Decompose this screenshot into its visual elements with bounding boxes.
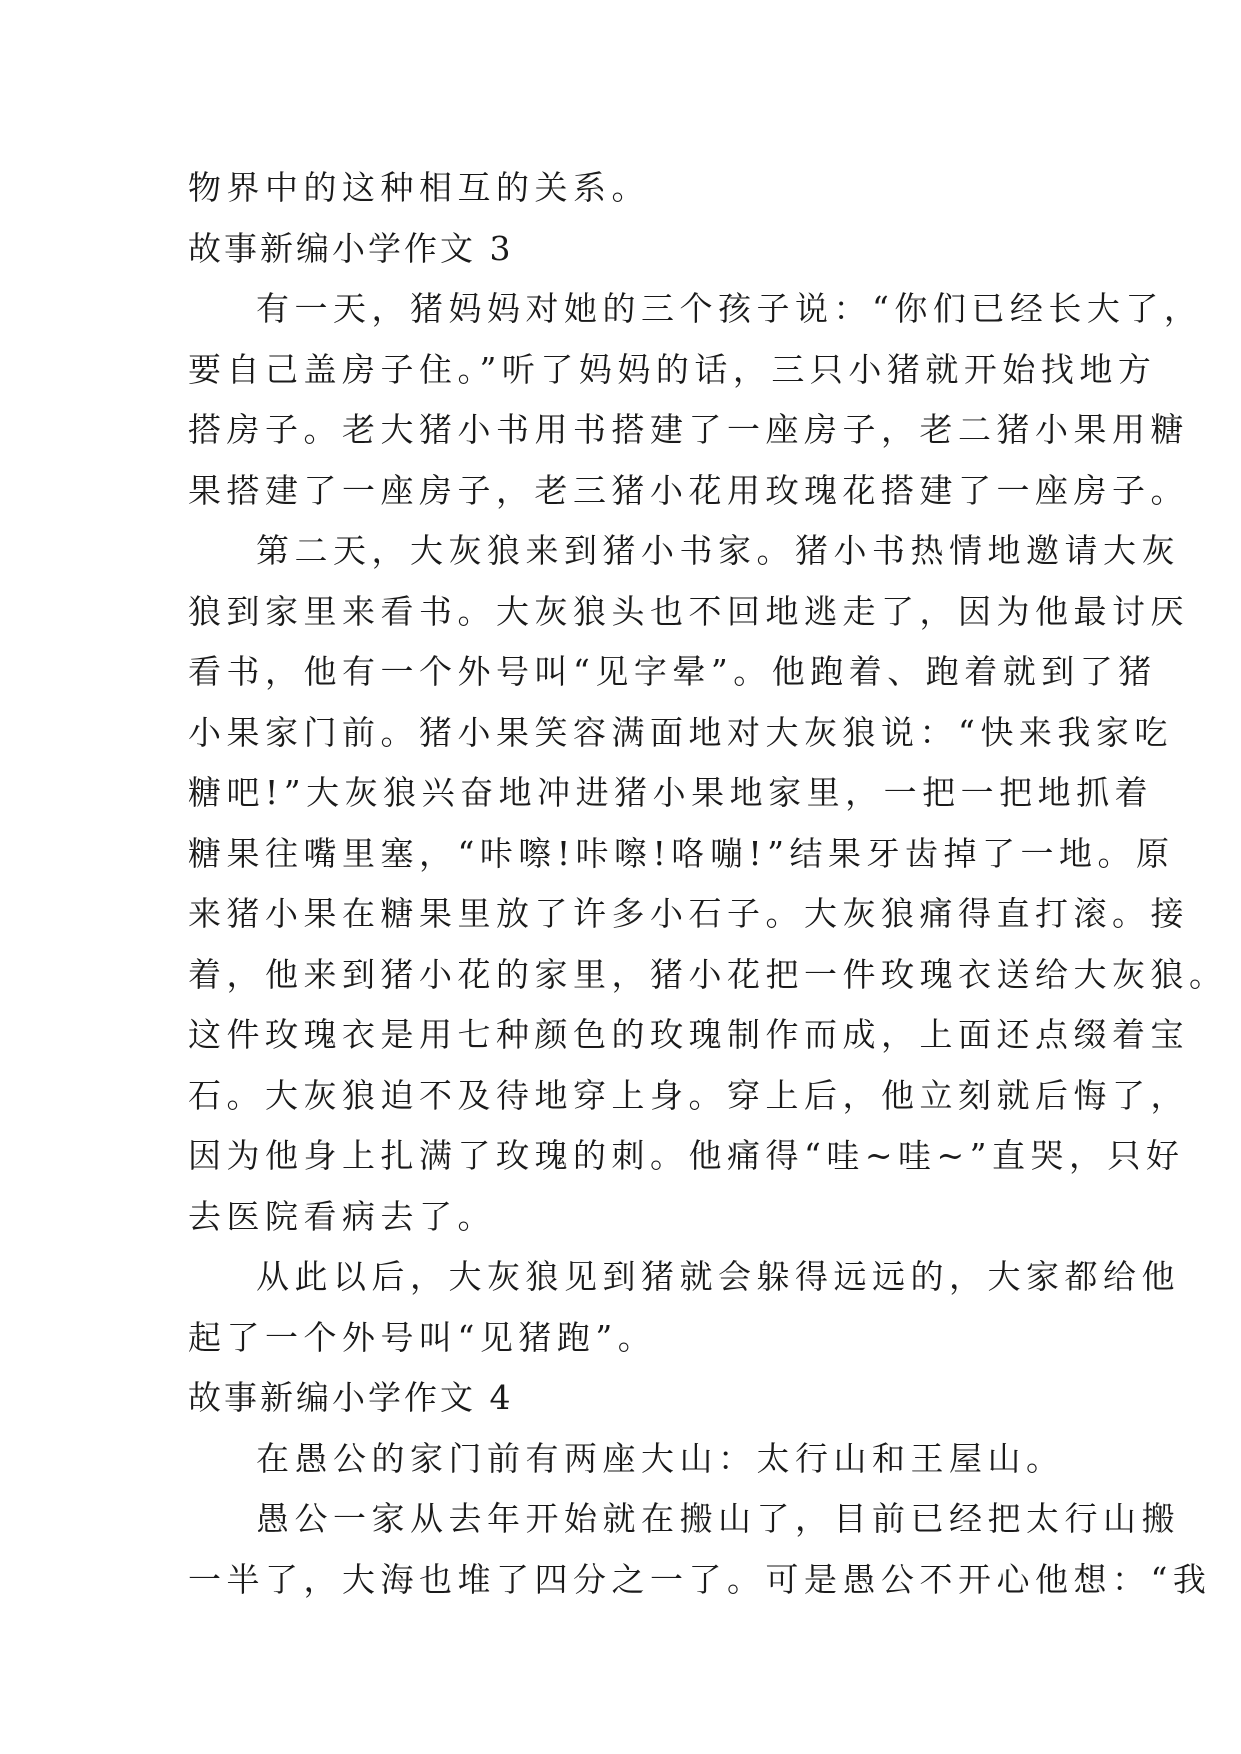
text-line: 狼到家里来看书。大灰狼头也不回地逃走了，因为他最讨厌	[188, 591, 1189, 631]
paragraph-start-line: 愚公一家从去年开始就在搬山了，目前已经把太行山搬	[256, 1499, 1180, 1538]
text-line: 一半了，大海也堆了四分之一了。可是愚公不开心他想：“我	[188, 1559, 1212, 1599]
section-heading: 故事新编小学作文 3	[188, 228, 514, 268]
text-line: 起了一个外号叫“见猪跑”。	[188, 1317, 657, 1357]
text-line: 要自己盖房子住。”听了妈妈的话，三只小猪就开始找地方	[188, 349, 1157, 389]
text-line: 糖吧!”大灰狼兴奋地冲进猪小果地家里，一把一把地抓着	[188, 773, 1154, 812]
text-line: 石。大灰狼迫不及待地穿上身。穿上后，他立刻就后悔了，	[188, 1075, 1189, 1115]
text-line: 因为他身上扎满了玫瑰的刺。他痛得“哇~哇~”直哭，只好	[188, 1136, 1185, 1175]
text-line: 小果家门前。猪小果笑容满面地对大灰狼说：“快来我家吃	[188, 712, 1173, 752]
text-line: 来猪小果在糖果里放了许多小石子。大灰狼痛得直打滚。接	[188, 894, 1189, 933]
text-line: 这件玫瑰衣是用七种颜色的玫瑰制作而成，上面还点缀着宝	[188, 1015, 1189, 1054]
text-line: 果搭建了一座房子，老三猪小花用玫瑰花搭建了一座房子。	[188, 470, 1189, 510]
document-body	[188, 158, 1228, 1610]
paragraph-start-line: 第二天，大灰狼来到猪小书家。猪小书热情地邀请大灰	[256, 531, 1180, 570]
paragraph-start-line: 从此以后，大灰狼见到猪就会躲得远远的，大家都给他	[256, 1257, 1180, 1296]
text-line: 搭房子。老大猪小书用书搭建了一座房子，老二猪小果用糖	[188, 410, 1189, 449]
text-line: 看书，他有一个外号叫“见字晕”。他跑着、跑着就到了猪	[188, 652, 1157, 691]
section-heading: 故事新编小学作文 4	[188, 1378, 514, 1417]
text-line: 糖果往嘴里塞，“咔嚓!咔嚓!咯嘣!”结果牙齿掉了一地。原	[188, 833, 1175, 873]
text-line: 物界中的这种相互的关系。	[188, 168, 650, 207]
paragraph-start-line: 在愚公的家门前有两座大山：太行山和王屋山。	[256, 1438, 1065, 1478]
paragraph-start-line: 有一天，猪妈妈对她的三个孩子说：“你们已经长大了，	[256, 289, 1203, 328]
text-line: 去医院看病去了。	[188, 1196, 496, 1236]
text-line: 着，他来到猪小花的家里，猪小花把一件玫瑰衣送给大灰狼。	[188, 954, 1228, 994]
